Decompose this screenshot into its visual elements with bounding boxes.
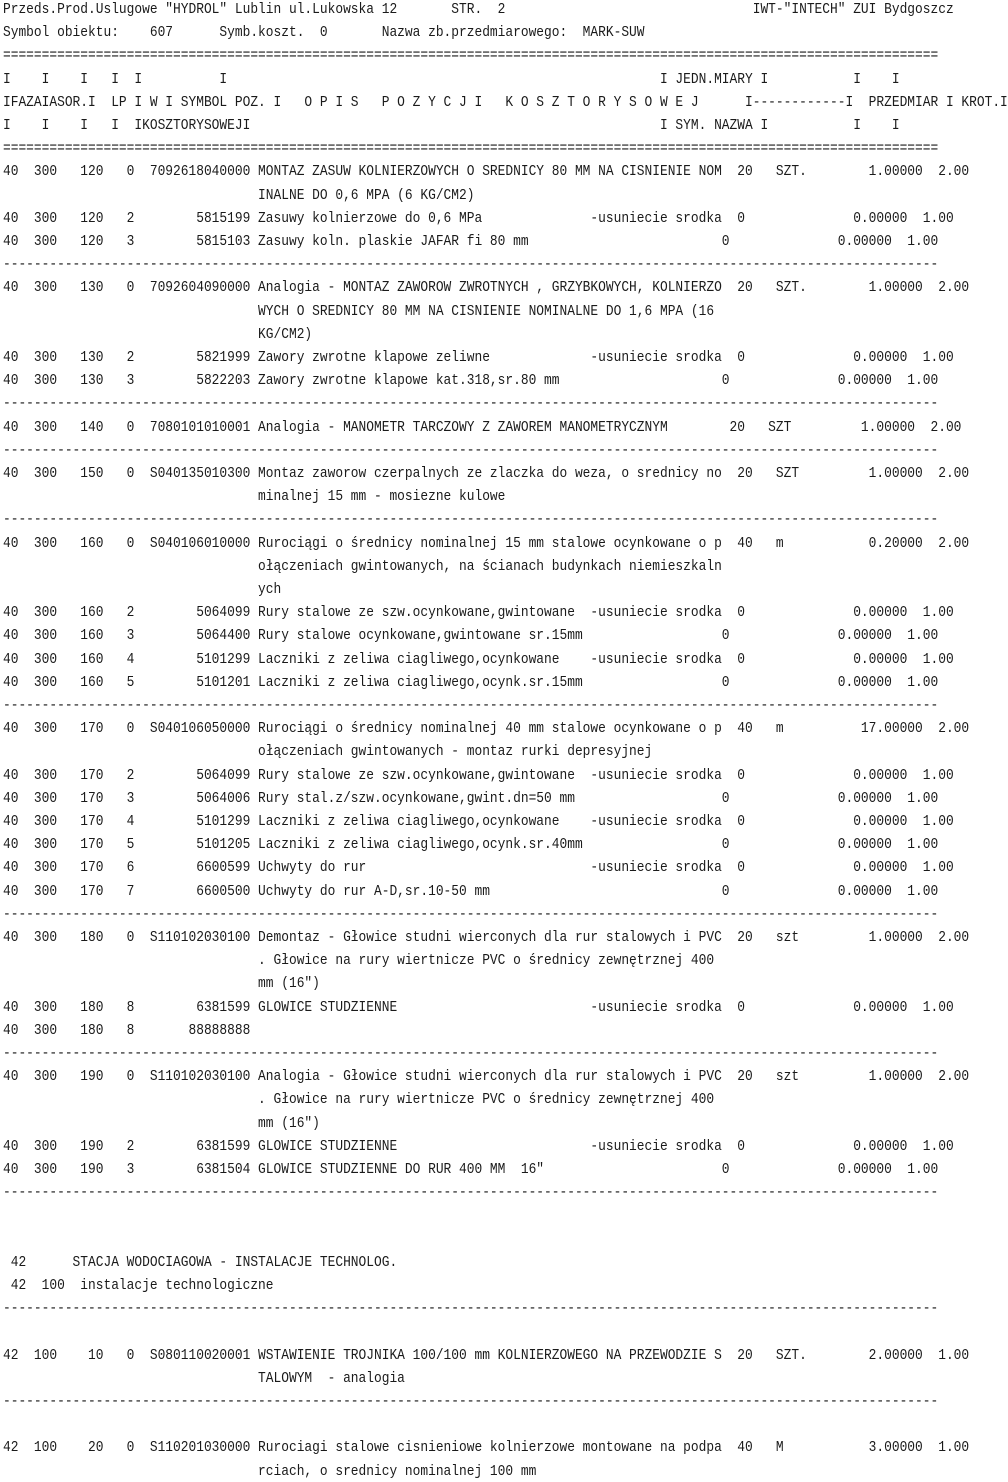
rule-separator: -------------------------------------------------------------------------------------------------------------------------	[3, 257, 939, 274]
double-rule-separator: =========================================================================================================================	[3, 141, 939, 158]
page-header-line: Przeds.Prod.Uslugowe "HYDROL" Lublin ul.Lukowska 12 STR. 2 IWT-"INTECH" ZUI Bydgoszcz	[3, 2, 954, 18]
table-row: 40 300 170 4 5101299 Laczniki z zeliwa ciagliwego,ocynkowane -usuniecie srodka 0 0.00000 1.00	[3, 814, 954, 830]
table-row: 40 300 150 0 S040135010300 Montaz zaworow czerpalnych ze zlaczka do weza, o srednicy no 20 SZT 1.00000 2.00	[3, 466, 970, 482]
description-continuation: WYCH O SREDNICY 80 MM NA CISNIENIE NOMINALNE DO 1,6 MPA (16	[3, 303, 715, 320]
table-row: 42 100 10 0 S080110020001 WSTAWIENIE TROJNIKA 100/100 mm KOLNIERZOWEGO NA PRZEWODZIE S 20 SZT. 2.00000 1.00	[3, 1347, 970, 1364]
table-row: 40 300 190 0 S110102030100 Analogia - Głowice studni wierconych dla rur stalowych i PVC 20 szt 1.00000 2.00	[3, 1069, 970, 1086]
table-row: 40 300 180 8 88888888	[3, 1022, 251, 1039]
table-row: 42 STACJA WODOCIAGOWA - INSTALACJE TECHNOLOG.	[3, 1254, 398, 1271]
description-continuation: TALOWYM - analogia	[3, 1370, 405, 1387]
table-row: 40 300 120 3 5815103 Zasuwy koln. plaskie JAFAR fi 80 mm 0 0.00000 1.00	[3, 234, 939, 250]
table-row: 42 100 20 0 S110201030000 Rurociagi stalowe cisnieniowe kolnierzowe montowane na podpa 40 M 3.00000 1.00	[3, 1440, 970, 1457]
description-continuation: minalnej 15 mm - mosiezne kulowe	[3, 489, 506, 506]
table-row: 40 300 170 7 6600500 Uchwyty do rur A-D,sr.10-50 mm 0 0.00000 1.00	[3, 883, 939, 900]
description-continuation: rciach, o srednicy nominalnej 100 mm	[3, 1463, 537, 1480]
description-continuation: mm (16")	[3, 1115, 320, 1132]
description-continuation: . Głowice na rury wiertnicze PVC o średnicy zewnętrznej 400	[3, 953, 715, 970]
table-row: 40 300 170 3 5064006 Rury stal.z/szw.ocynkowane,gwint.dn=50 mm 0 0.00000 1.00	[3, 790, 939, 807]
table-row: 40 300 120 2 5815199 Zasuwy kolnierzowe do 0,6 MPa -usuniecie srodka 0 0.00000 1.00	[3, 210, 954, 227]
column-header-line: I I I I I I I JEDN.MIARY I I I	[3, 71, 900, 88]
table-row: 40 300 130 3 5822203 Zawory zwrotne klapowe kat.318,sr.80 mm 0 0.00000 1.00	[3, 373, 939, 390]
rule-separator: -------------------------------------------------------------------------------------------------------------------------	[3, 698, 939, 714]
column-header-line: I I I I IKOSZTORYSOWEJI I SYM. NAZWA I I I	[3, 118, 900, 134]
table-row: 40 300 160 5 5101201 Laczniki z zeliwa ciagliwego,ocynk.sr.15mm 0 0.00000 1.00	[3, 674, 939, 691]
description-continuation: ych	[3, 582, 282, 598]
description-continuation: ołączeniach gwintowanych - montaz rurki depresyjnej	[3, 744, 653, 761]
table-row: 40 300 170 0 S040106050000 Rurociągi o średnicy nominalnej 40 mm stalowe ocynkowane o p 40 m 17.00000 2.00	[3, 721, 970, 738]
description-continuation: KG/CM2)	[3, 326, 313, 343]
double-rule-separator: =========================================================================================================================	[3, 48, 939, 65]
table-row: 40 300 190 3 6381504 GLOWICE STUDZIENNE DO RUR 400 MM 16" 0 0.00000 1.00	[3, 1162, 939, 1178]
table-row: 40 300 180 0 S110102030100 Demontaz - Głowice studni wierconych dla rur stalowych i PVC 20 szt 1.00000 2.00	[3, 930, 970, 946]
rule-separator: -------------------------------------------------------------------------------------------------------------------------	[3, 1394, 939, 1410]
column-header-line: IFAZAIASOR.I LP I W I SYMBOL POZ. I O P I S P O Z Y C J I K O S Z T O R Y S O W E J I------------I PRZEDMIAR I KROT.I	[3, 94, 1008, 111]
page-header-line: Symbol obiektu: 607 Symb.koszt. 0 Nazwa zb.przedmiarowego: MARK-SUW	[3, 25, 645, 42]
table-row: 40 300 170 5 5101205 Laczniki z zeliwa ciagliwego,ocynk.sr.40mm 0 0.00000 1.00	[3, 837, 939, 854]
description-continuation: INALNE DO 0,6 MPA (6 KG/CM2)	[3, 187, 475, 204]
table-row: 40 300 160 4 5101299 Laczniki z zeliwa ciagliwego,ocynkowane -usuniecie srodka 0 0.00000 1.00	[3, 651, 954, 668]
table-row: 40 300 140 0 7080101010001 Analogia - MANOMETR TARCZOWY Z ZAWOREM MANOMETRYCZNYM 20 SZT 1.00000 2.00	[3, 419, 962, 436]
table-row: 40 300 170 2 5064099 Rury stalowe ze szw.ocynkowane,gwintowane -usuniecie srodka 0 0.00000 1.00	[3, 767, 954, 784]
table-row: 40 300 130 0 7092604090000 Analogia - MONTAZ ZAWOROW ZWROTNYCH , GRZYBKOWYCH, KOLNIERZO 20 SZT. 1.00000 2.00	[3, 280, 970, 297]
rule-separator: -------------------------------------------------------------------------------------------------------------------------	[3, 396, 939, 413]
table-row: 40 300 130 2 5821999 Zawory zwrotne klapowe zeliwne -usuniecie srodka 0 0.00000 1.00	[3, 350, 954, 366]
table-row: 40 300 160 0 S040106010000 Rurociągi o średnicy nominalnej 15 mm stalowe ocynkowane o p 40 m 0.20000 2.00	[3, 535, 970, 552]
table-row: 40 300 190 2 6381599 GLOWICE STUDZIENNE -usuniecie srodka 0 0.00000 1.00	[3, 1138, 954, 1155]
description-continuation: ołączeniach gwintowanych, na ścianach budynkach niemieszkaln	[3, 558, 722, 575]
table-row: 40 300 120 0 7092618040000 MONTAZ ZASUW KOLNIERZOWYCH O SREDNICY 80 MM NA CISNIENIE NOM 20 SZT. 1.00000 2.00	[3, 164, 970, 181]
rule-separator: -------------------------------------------------------------------------------------------------------------------------	[3, 442, 939, 459]
description-continuation: . Głowice na rury wiertnicze PVC o średnicy zewnętrznej 400	[3, 1092, 715, 1109]
table-row: 40 300 160 2 5064099 Rury stalowe ze szw.ocynkowane,gwintowane -usuniecie srodka 0 0.00000 1.00	[3, 605, 954, 622]
rule-separator: -------------------------------------------------------------------------------------------------------------------------	[3, 512, 939, 529]
description-continuation: mm (16")	[3, 976, 320, 993]
table-row: 40 300 180 8 6381599 GLOWICE STUDZIENNE -usuniecie srodka 0 0.00000 1.00	[3, 999, 954, 1016]
rule-separator: -------------------------------------------------------------------------------------------------------------------------	[3, 1046, 939, 1062]
rule-separator: -------------------------------------------------------------------------------------------------------------------------	[3, 1185, 939, 1202]
table-row: 42 100 instalacje technologiczne	[3, 1278, 274, 1294]
rule-separator: -------------------------------------------------------------------------------------------------------------------------	[3, 906, 939, 923]
table-row: 40 300 160 3 5064400 Rury stalowe ocynkowane,gwintowane sr.15mm 0 0.00000 1.00	[3, 628, 939, 645]
table-row: 40 300 170 6 6600599 Uchwyty do rur -usuniecie srodka 0 0.00000 1.00	[3, 860, 954, 877]
rule-separator: -------------------------------------------------------------------------------------------------------------------------	[3, 1301, 939, 1318]
